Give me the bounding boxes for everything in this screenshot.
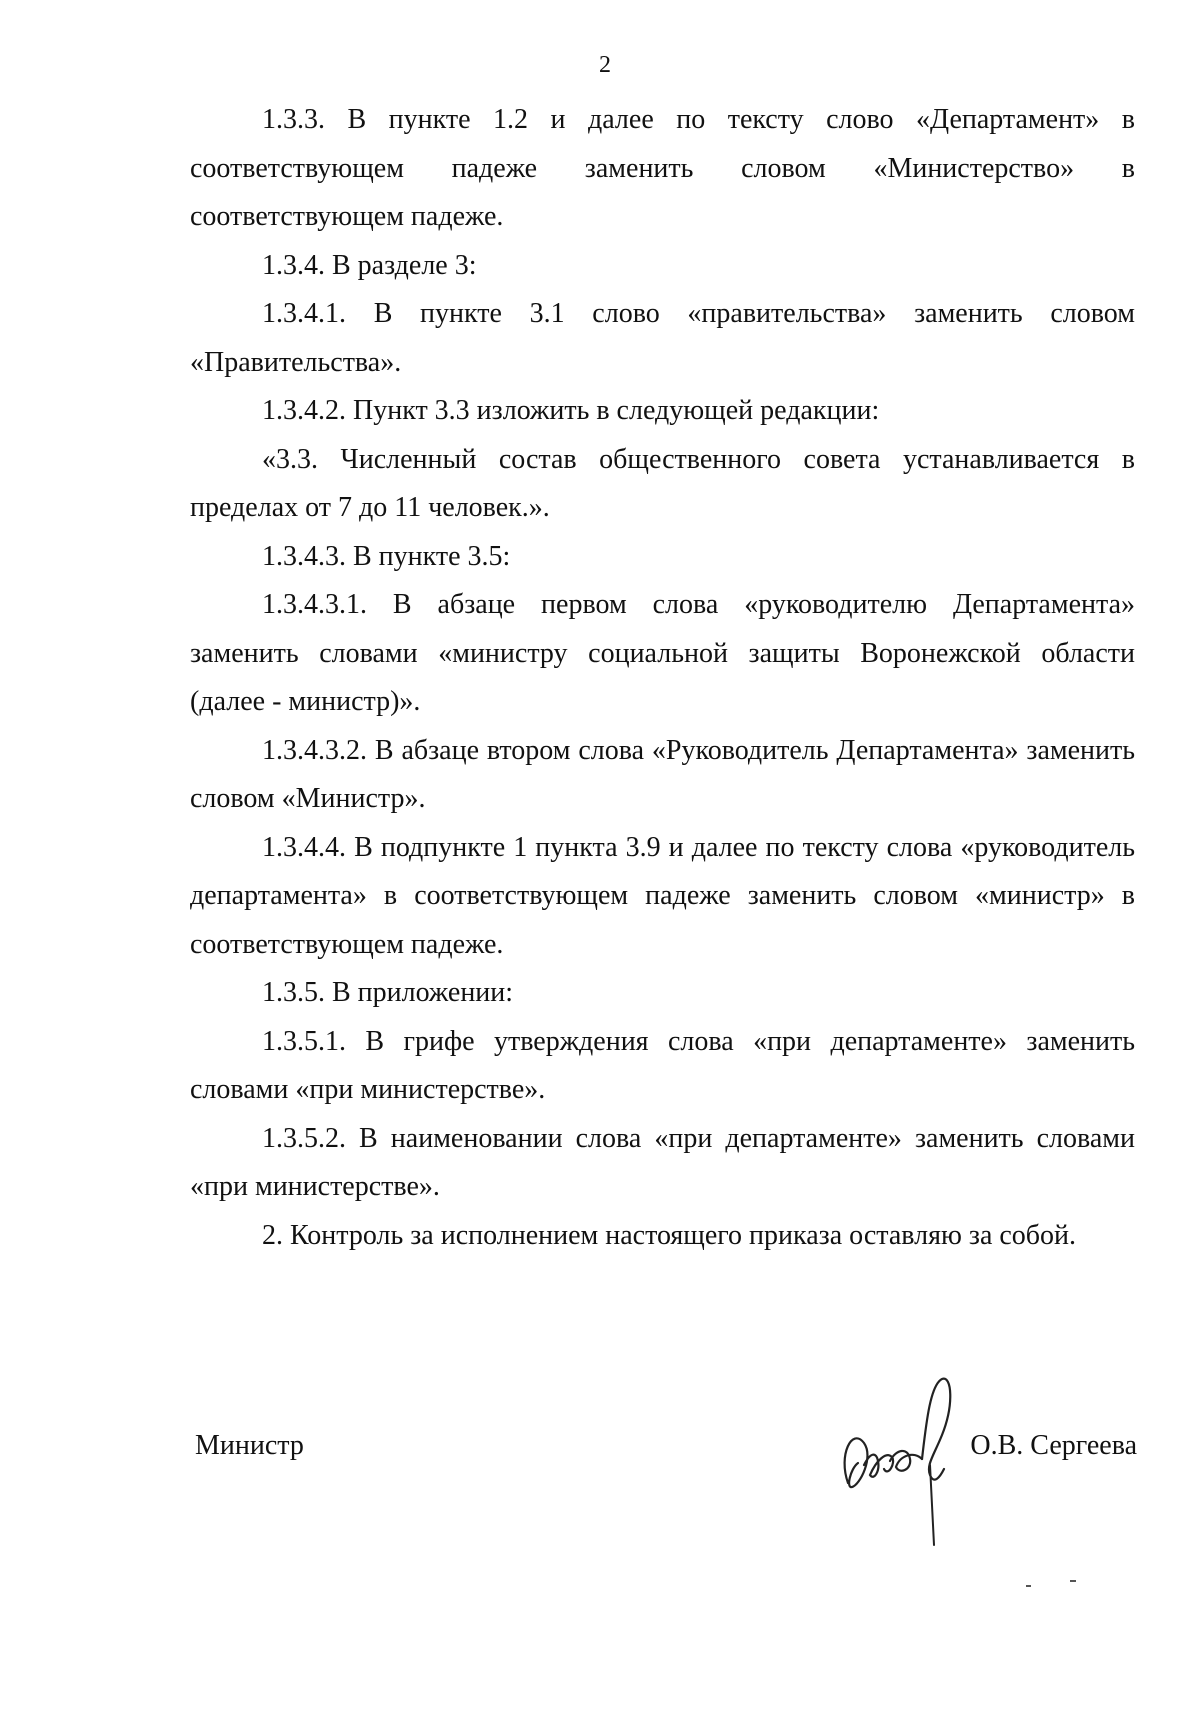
paragraph-1-3-5: 1.3.5. В приложении: <box>262 977 514 1008</box>
paragraph-1-3-4-2: 1.3.4.2. Пункт 3.3 изложить в следующей редакции: <box>262 395 880 426</box>
paragraph-quote-3-3: «3.3. Численный состав общественного совета устанавливается в пределах от 7 до 11 человек.». <box>190 443 1135 523</box>
paragraph-1-3-4-3: 1.3.4.3. В пункте 3.5: <box>262 540 511 572</box>
paragraph-1-3-4: 1.3.4. В разделе 3: <box>262 249 477 281</box>
paragraph-1-3-5-1: 1.3.5.1. В грифе утверждения слова «при департаменте» заменить словами «при министерстве». <box>190 1025 1135 1105</box>
signature-block <box>190 1400 1135 1540</box>
signatory-name: О.В. Сергеева <box>970 1430 1137 1461</box>
paragraph-1-3-4-3-1: 1.3.4.3.1. В абзаце первом слова «руководителю Департамента» заменить словами «министру социальной защиты Воронежской области (далее - министр)». <box>190 589 1135 717</box>
paragraph-1-3-5-2: 1.3.5.2. В наименовании слова «при департаменте» заменить словами «при министерстве». <box>190 1122 1135 1202</box>
scan-speck <box>1070 1580 1076 1582</box>
paragraph-1-3-3: 1.3.3. В пункте 1.2 и далее по тексту слово «Департамент» в соответствующем падеже заменить словом «Министерство» в соответствующем падеже. <box>190 104 1135 232</box>
scan-speck <box>1026 1585 1031 1587</box>
page-number: 2 <box>599 52 611 78</box>
document-body <box>190 96 1135 1260</box>
paragraph-2-control: 2. Контроль за исполнением настоящего приказа оставляю за собой. <box>262 1219 1077 1251</box>
paragraph-1-3-4-3-2: 1.3.4.3.2. В абзаце втором слова «Руководитель Департамента» заменить словом «Министр». <box>190 734 1135 814</box>
paragraph-1-3-4-4: 1.3.4.4. В подпункте 1 пункта 3.9 и далее по тексту слова «руководитель департамента» в соответствующем падеже заменить словом «министр» в соответствующем падеже. <box>190 831 1135 960</box>
paragraph-1-3-4-1: 1.3.4.1. В пункте 3.1 слово «правительства» заменить словом «Правительства». <box>190 298 1135 378</box>
signatory-title: Министр <box>195 1430 304 1461</box>
